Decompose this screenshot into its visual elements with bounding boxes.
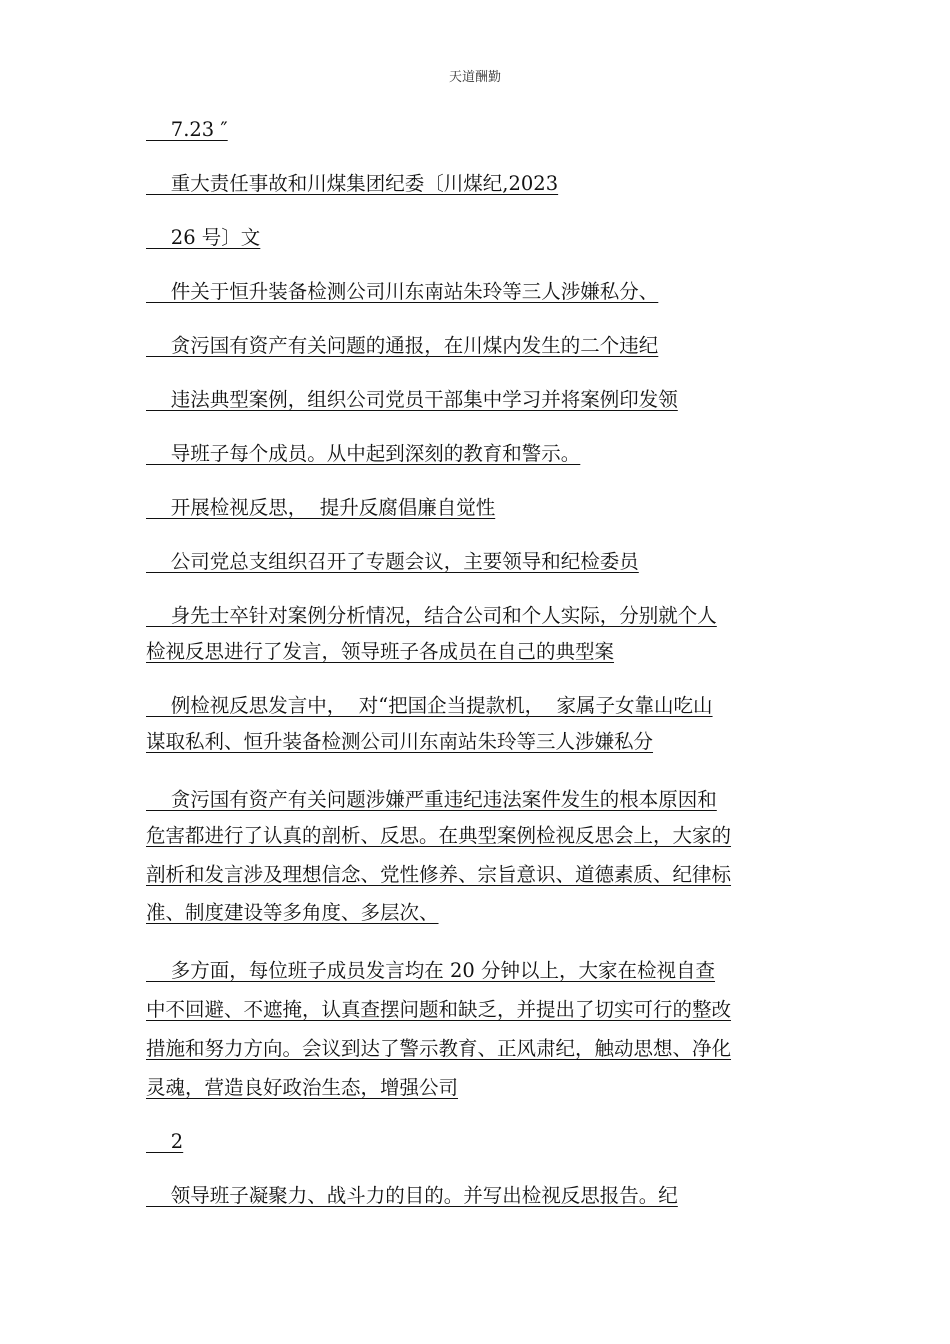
body-line: 灵魂，营造良好政治生态，增强公司	[146, 1076, 459, 1099]
body-line: 危害都进行了认真的剖析、反思。在典型案例检视反思会上，大家的	[146, 824, 732, 847]
body-line: 领导班子凝聚力、战斗力的目的。并写出检视反思报告。纪	[146, 1184, 678, 1207]
body-line: 重大责任事故和川煤集团纪委〔川煤纪,2023	[146, 172, 559, 195]
body-line: 谋取私利、恒升装备检测公司川东南站朱玲等三人涉嫌私分	[146, 730, 654, 753]
body-line: 剖析和发言涉及理想信念、党性修养、宗旨意识、道德素质、纪律标	[146, 863, 732, 886]
body-line: 公司党总支组织召开了专题会议，主要领导和纪检委员	[146, 550, 639, 573]
page-header: 天道酬勤	[448, 70, 501, 85]
body-line: 贪污国有资产有关问题的通报，在川煤内发生的二个违纪	[146, 334, 659, 357]
body-line: 检视反思进行了发言，领导班子各成员在自己的典型案	[146, 640, 615, 663]
section-heading: 开展检视反思， 提升反腐倡廉自觉性	[146, 496, 496, 519]
body-line: 26 号〕文	[146, 226, 261, 249]
body-line: 中不回避、不遮掩，认真查摆问题和缺乏，并提出了切实可行的整改	[146, 998, 732, 1021]
body-line: 多方面，每位班子成员发言均在 20 分钟以上，大家在检视自查	[146, 959, 716, 982]
page-number: 2	[146, 1130, 184, 1153]
body-line: 措施和努力方向。会议到达了警示教育、正风肃纪，触动思想、净化	[146, 1037, 732, 1060]
body-line: 件关于恒升装备检测公司川东南站朱玲等三人涉嫌私分、	[146, 280, 659, 303]
body-line: 准、制度建设等多角度、多层次、	[146, 901, 439, 924]
body-line: 例检视反思发言中， 对“把国企当提款机， 家属子女靠山吃山	[146, 694, 713, 717]
body-line: 身先士卒针对案例分析情况，结合公司和个人实际，分别就个人	[146, 604, 717, 627]
body-line: 7.23 ″	[146, 118, 228, 141]
body-line: 违法典型案例，组织公司党员干部集中学习并将案例印发领	[146, 388, 678, 411]
body-line: 导班子每个成员。从中起到深刻的教育和警示。	[146, 442, 581, 465]
body-line: 贪污国有资产有关问题涉嫌严重违纪违法案件发生的根本原因和	[146, 788, 717, 811]
